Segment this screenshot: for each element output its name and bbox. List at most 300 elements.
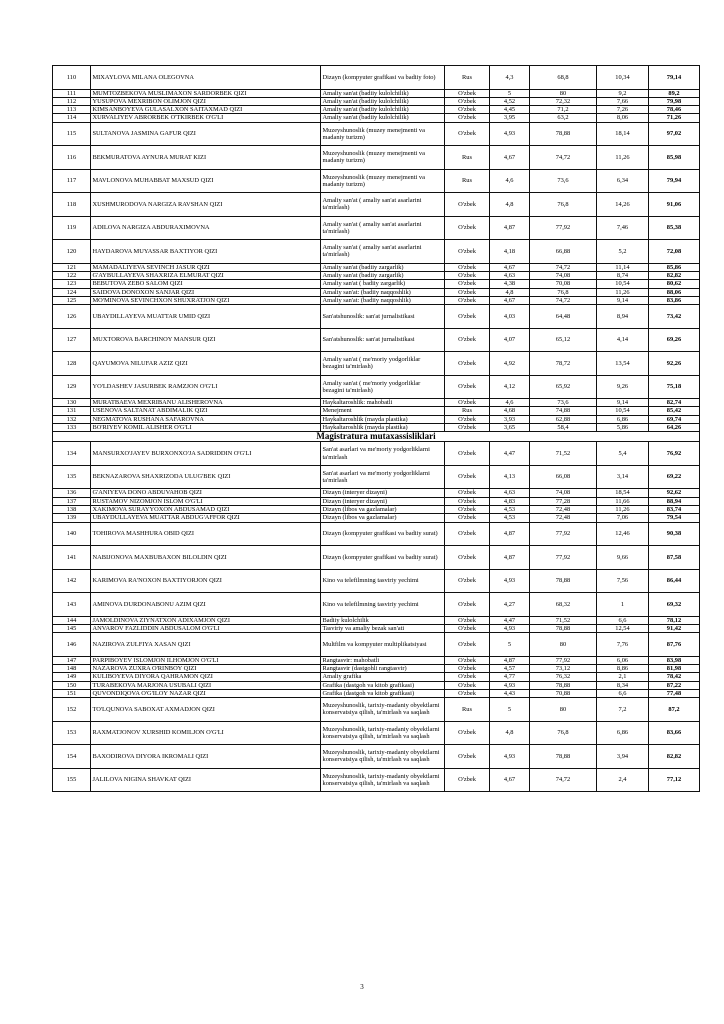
row-number: 122 (53, 271, 91, 279)
score-a: 4,93 (490, 681, 530, 689)
student-name: JALILOVA NIGINA SHAVKAT QIZI (91, 768, 321, 792)
language: O'zbek (445, 271, 490, 279)
total-score: 81,98 (649, 664, 700, 672)
score-a: 4,07 (490, 328, 530, 352)
score-c: 1 (597, 593, 649, 617)
table-row (53, 263, 700, 271)
language: O'zbek (445, 442, 490, 466)
language: O'zbek (445, 375, 490, 399)
row-number: 116 (53, 146, 91, 170)
score-b: 77,92 (530, 546, 597, 570)
score-c: 11,66 (597, 497, 649, 505)
row-number: 118 (53, 193, 91, 217)
score-c: 9,26 (597, 375, 649, 399)
total-score: 82,82 (649, 271, 700, 279)
table-row (53, 616, 700, 624)
language: O'zbek (445, 569, 490, 593)
total-score: 77,12 (649, 768, 700, 792)
table-row (53, 97, 700, 105)
student-name: XURVALIYEV ABRORBEK O'TKIRBEK O'G'LI (91, 114, 321, 122)
specialty: Dizayn (kompyuter grafikasi va badiiy surat) (321, 546, 445, 570)
student-name: QAYUMOVA NILUFAR AZIZ QIZI (91, 352, 321, 376)
total-score: 89,2 (649, 89, 700, 97)
student-name: NEGMATOVA RUSHANA SAFAROVNA (91, 415, 321, 423)
score-a: 4,68 (490, 407, 530, 415)
table-row (53, 114, 700, 122)
score-b: 76,8 (530, 721, 597, 745)
specialty: San'atshunoslik: san'at jurnalistikasi (321, 328, 445, 352)
table-row (53, 271, 700, 279)
score-b: 66,88 (530, 240, 597, 264)
language: O'zbek (445, 328, 490, 352)
score-a: 4,87 (490, 656, 530, 664)
score-b: 77,92 (530, 522, 597, 546)
language: O'zbek (445, 514, 490, 522)
total-score: 85,86 (649, 263, 700, 271)
score-b: 78,72 (530, 352, 597, 376)
score-a: 4,27 (490, 593, 530, 617)
language: O'zbek (445, 465, 490, 489)
table-row (53, 546, 700, 570)
table-row (53, 569, 700, 593)
score-c: 11,26 (597, 288, 649, 296)
score-c: 6,06 (597, 656, 649, 664)
student-name: AMINOVA DURDONABONU AZIM QIZI (91, 593, 321, 617)
specialty: Dizayn (kompyuter grafikasi va badiiy foto) (321, 66, 445, 90)
score-a: 5 (490, 633, 530, 657)
student-name: JAMOLDINOVA ZIYNATXON ADIXAMJON QIZI (91, 616, 321, 624)
score-b: 77,28 (530, 497, 597, 505)
score-b: 64,48 (530, 305, 597, 329)
section-header-row (53, 432, 700, 442)
language: O'zbek (445, 240, 490, 264)
score-b: 80 (530, 633, 597, 657)
row-number: 126 (53, 305, 91, 329)
total-score: 78,46 (649, 106, 700, 114)
score-b: 65,12 (530, 328, 597, 352)
row-number: 127 (53, 328, 91, 352)
score-a: 5 (490, 698, 530, 722)
student-name: MIXAYLOVA MILANA OLEGOVNA (91, 66, 321, 90)
total-score: 83,74 (649, 505, 700, 513)
row-number: 137 (53, 497, 91, 505)
table-row (53, 375, 700, 399)
total-score: 79,98 (649, 97, 700, 105)
score-a: 4,67 (490, 146, 530, 170)
score-c: 8,06 (597, 114, 649, 122)
total-score: 88,06 (649, 288, 700, 296)
language: O'zbek (445, 681, 490, 689)
specialty: Rangtasvir (dastgohli rangtasvir) (321, 664, 445, 672)
specialty: Muzeyshunoslik, tarixiy-madaniy obyektlarni konservatsiya qilish, ta'mirlash va saqlash (321, 721, 445, 745)
score-b: 72,32 (530, 97, 597, 105)
student-name: USENOVA SALTANAT ABDIMALIK QIZI (91, 407, 321, 415)
language: O'zbek (445, 689, 490, 697)
row-number: 134 (53, 442, 91, 466)
specialty: Amaliy san'at (badiiy kulolchilik) (321, 106, 445, 114)
score-c: 7,06 (597, 514, 649, 522)
row-number: 135 (53, 465, 91, 489)
specialty: Grafika (dastgoh va kitob grafikasi) (321, 689, 445, 697)
score-b: 78,88 (530, 681, 597, 689)
row-number: 114 (53, 114, 91, 122)
total-score: 78,42 (649, 673, 700, 681)
score-c: 6,86 (597, 721, 649, 745)
row-number: 115 (53, 122, 91, 146)
specialty: Amaliy grafika (321, 673, 445, 681)
score-c: 18,54 (597, 489, 649, 497)
score-b: 70,88 (530, 689, 597, 697)
score-b: 73,6 (530, 169, 597, 193)
language: O'zbek (445, 122, 490, 146)
score-b: 74,72 (530, 768, 597, 792)
table-row (53, 66, 700, 90)
total-score: 75,18 (649, 375, 700, 399)
results-table (52, 65, 700, 792)
row-number: 153 (53, 721, 91, 745)
row-number: 119 (53, 216, 91, 240)
row-number: 144 (53, 616, 91, 624)
table-row (53, 721, 700, 745)
score-b: 71,2 (530, 106, 597, 114)
row-number: 155 (53, 768, 91, 792)
score-b: 78,88 (530, 122, 597, 146)
section-title: Magistratura mutaxassisliklari (53, 432, 700, 442)
specialty: Amaliy san'at ( me'moriy yodgorliklar bezagini ta'mirlash) (321, 352, 445, 376)
specialty: Muzeyshunoslik (muzey menejmenti va madaniy turizm) (321, 122, 445, 146)
table-row (53, 399, 700, 407)
total-score: 97,02 (649, 122, 700, 146)
row-number: 150 (53, 681, 91, 689)
total-score: 87,2 (649, 698, 700, 722)
language: O'zbek (445, 288, 490, 296)
table-row (53, 169, 700, 193)
score-b: 74,88 (530, 407, 597, 415)
score-a: 4,18 (490, 240, 530, 264)
score-c: 2,4 (597, 768, 649, 792)
student-name: BAXODIROVA DIYORA IKROMALI QIZI (91, 745, 321, 769)
score-c: 11,26 (597, 146, 649, 170)
student-name: MUMTOZBEKOVA MUSLIMAXON SARDORBEK QIZI (91, 89, 321, 97)
student-name: SULTANOVA JASMINA GAFUR QIZI (91, 122, 321, 146)
specialty: Badiiy kulolchilik (321, 616, 445, 624)
specialty: Muzeyshunoslik, tarixiy-madaniy obyektlarni konservatsiya qilish, ta'mirlash va saqlash (321, 745, 445, 769)
specialty: Haykaltaroshlik (mayda plastika) (321, 424, 445, 432)
student-name: YUSUPOVA MEXRIBON OLIMJON QIZI (91, 97, 321, 105)
specialty: Kino va telefilmning tasviriy yechimi (321, 593, 445, 617)
row-number: 110 (53, 66, 91, 90)
specialty: Muzeyshunoslik, tarixiy-madaniy obyektlarni konservatsiya qilish, ta'mirlash va saqlash (321, 768, 445, 792)
language: O'zbek (445, 89, 490, 97)
score-a: 4,83 (490, 497, 530, 505)
score-a: 4,87 (490, 546, 530, 570)
language: O'zbek (445, 193, 490, 217)
student-name: BEKMURATOVA AYNURA MURAT KIZI (91, 146, 321, 170)
row-number: 139 (53, 514, 91, 522)
specialty: Muzeyshunoslik (muzey menejmenti va madaniy turizm) (321, 169, 445, 193)
total-score: 79,94 (649, 169, 700, 193)
specialty: Muzeyshunoslik (muzey menejmenti va madaniy turizm) (321, 146, 445, 170)
score-b: 76,32 (530, 673, 597, 681)
row-number: 123 (53, 280, 91, 288)
specialty: Multfilm va kompyuter multiplikatsiyasi (321, 633, 445, 657)
score-c: 7,26 (597, 106, 649, 114)
score-c: 8,86 (597, 664, 649, 672)
score-c: 3,94 (597, 745, 649, 769)
score-c: 7,66 (597, 97, 649, 105)
score-c: 7,76 (597, 633, 649, 657)
table-row (53, 193, 700, 217)
score-a: 4,93 (490, 569, 530, 593)
score-c: 7,2 (597, 698, 649, 722)
student-name: PARPIBOYEV ISLOMJON ILHOMJON O'G'LI (91, 656, 321, 664)
score-a: 4,43 (490, 689, 530, 697)
score-a: 4,93 (490, 122, 530, 146)
row-number: 132 (53, 415, 91, 423)
score-c: 8,94 (597, 305, 649, 329)
total-score: 87,58 (649, 546, 700, 570)
score-c: 9,66 (597, 546, 649, 570)
row-number: 131 (53, 407, 91, 415)
specialty: Kino va telefilmning tasviriy yechimi (321, 569, 445, 593)
row-number: 120 (53, 240, 91, 264)
score-a: 4,57 (490, 664, 530, 672)
table-row (53, 698, 700, 722)
student-name: MAMADALIYEVA SEVINCH JASUR QIZI (91, 263, 321, 271)
total-score: 78,12 (649, 616, 700, 624)
score-a: 3,95 (490, 114, 530, 122)
table-row (53, 664, 700, 672)
specialty: San'atshunoslik: san'at jurnalistikasi (321, 305, 445, 329)
table-row (53, 288, 700, 296)
student-name: TO'LQUNOVA SABOXAT AXMADJON QIZI (91, 698, 321, 722)
specialty: Amaliy san'at ( amaliy san'at asarlarini ta'mirlash) (321, 240, 445, 264)
language: O'zbek (445, 664, 490, 672)
language: Rus (445, 169, 490, 193)
score-c: 8,74 (597, 271, 649, 279)
total-score: 91,06 (649, 193, 700, 217)
total-score: 69,32 (649, 593, 700, 617)
score-a: 3,93 (490, 415, 530, 423)
score-a: 4,8 (490, 288, 530, 296)
language: O'zbek (445, 216, 490, 240)
student-name: UBAYDILLAYEVA MUATTAR UMID QIZI (91, 305, 321, 329)
table-row (53, 122, 700, 146)
row-number: 130 (53, 399, 91, 407)
score-b: 77,92 (530, 656, 597, 664)
table-row (53, 89, 700, 97)
language: O'zbek (445, 768, 490, 792)
score-a: 4,38 (490, 280, 530, 288)
score-a: 4,87 (490, 522, 530, 546)
score-a: 4,92 (490, 352, 530, 376)
specialty: Grafika (dastgoh va kitob grafikasi) (321, 681, 445, 689)
score-a: 4,52 (490, 97, 530, 105)
rows-top (53, 66, 700, 432)
row-number: 142 (53, 569, 91, 593)
table-row (53, 489, 700, 497)
language: O'zbek (445, 424, 490, 432)
table-row (53, 305, 700, 329)
score-a: 4,13 (490, 465, 530, 489)
total-score: 85,98 (649, 146, 700, 170)
score-b: 58,4 (530, 424, 597, 432)
score-a: 4,93 (490, 624, 530, 632)
language: O'zbek (445, 352, 490, 376)
total-score: 87,22 (649, 681, 700, 689)
total-score: 85,38 (649, 216, 700, 240)
student-name: BEKNAZAROVA SHAXRIZODA ULUG'BEK QIZI (91, 465, 321, 489)
score-a: 4,47 (490, 442, 530, 466)
score-a: 4,03 (490, 305, 530, 329)
specialty: Dizayn (libos va gazlamalar) (321, 514, 445, 522)
row-number: 141 (53, 546, 91, 570)
student-name: MUXTOROVA BARCHINOY MANSUR QIZI (91, 328, 321, 352)
student-name: KIMSANBOYEVA GULASALXON SAITAXMAD QIZI (91, 106, 321, 114)
language: O'zbek (445, 745, 490, 769)
table-row (53, 146, 700, 170)
specialty: Tasviriy va amaliy bezak san'ati (321, 624, 445, 632)
score-c: 12,46 (597, 522, 649, 546)
score-c: 10,34 (597, 66, 649, 90)
table-row (53, 415, 700, 423)
specialty: Amaliy san'at ( amaliy san'at asarlarini ta'mirlash) (321, 193, 445, 217)
specialty: Haykaltaroshlik (mayda plastika) (321, 415, 445, 423)
score-c: 6,86 (597, 415, 649, 423)
language: O'zbek (445, 263, 490, 271)
row-number: 124 (53, 288, 91, 296)
score-b: 74,72 (530, 146, 597, 170)
score-b: 77,92 (530, 216, 597, 240)
table-row (53, 296, 700, 304)
score-b: 65,92 (530, 375, 597, 399)
student-name: MANSURXO'JAYEV BURXONXO'JA SADRIDDIN O'G'LI (91, 442, 321, 466)
table-row (53, 633, 700, 657)
total-score: 87,76 (649, 633, 700, 657)
row-number: 128 (53, 352, 91, 376)
student-name: TOHIROVA MASHHURA OBID QIZI (91, 522, 321, 546)
student-name: NAZAROVA ZUXRA O'RINBOY QIZI (91, 664, 321, 672)
language: Rus (445, 698, 490, 722)
table-row (53, 497, 700, 505)
specialty: Amaliy san'at (badiiy zargarlik) (321, 271, 445, 279)
student-name: YO'LDASHEV JASURBEK RAMZJON O'G'LI (91, 375, 321, 399)
language: O'zbek (445, 546, 490, 570)
score-a: 4,67 (490, 768, 530, 792)
score-b: 76,8 (530, 288, 597, 296)
score-a: 4,8 (490, 193, 530, 217)
language: O'zbek (445, 97, 490, 105)
table-row (53, 593, 700, 617)
score-b: 73,6 (530, 399, 597, 407)
specialty: San'at asarlari va me'moriy yodgorliklarni ta'mirlash (321, 465, 445, 489)
total-score: 92,26 (649, 352, 700, 376)
language: O'zbek (445, 106, 490, 114)
score-c: 5,86 (597, 424, 649, 432)
specialty: Haykaltaroshlik: mahobatli (321, 399, 445, 407)
student-name: BO'RIYEV KOMIL ALISHER O'G'LI (91, 424, 321, 432)
score-b: 74,72 (530, 263, 597, 271)
student-name: MAVLONOVA MUHABBAT MAXSUD QIZI (91, 169, 321, 193)
table-row (53, 624, 700, 632)
total-score: 79,14 (649, 66, 700, 90)
score-c: 13,54 (597, 352, 649, 376)
score-b: 63,2 (530, 114, 597, 122)
score-c: 14,26 (597, 193, 649, 217)
total-score: 77,48 (649, 689, 700, 697)
score-c: 10,54 (597, 280, 649, 288)
student-name: G'AYBULLAYEVA SHAXRIZA ELMURAT QIZI (91, 271, 321, 279)
score-a: 4,67 (490, 296, 530, 304)
language: O'zbek (445, 656, 490, 664)
row-number: 125 (53, 296, 91, 304)
student-name: KARIMOVA RA'NOXON BAXTIYORJON QIZI (91, 569, 321, 593)
specialty: Dizayn (kompyuter grafikasi va badiiy surat) (321, 522, 445, 546)
score-a: 4,63 (490, 271, 530, 279)
student-name: RUSTAMOV NIZOMJON ISLOM O'G'LI (91, 497, 321, 505)
language: O'zbek (445, 721, 490, 745)
specialty: Amaliy san'at ( amaliy san'at asarlarini ta'mirlash) (321, 216, 445, 240)
score-c: 7,56 (597, 569, 649, 593)
total-score: 80,62 (649, 280, 700, 288)
row-number: 146 (53, 633, 91, 657)
total-score: 90,38 (649, 522, 700, 546)
score-c: 4,14 (597, 328, 649, 352)
specialty: Amaliy san'at (badiiy zargarlik) (321, 263, 445, 271)
specialty: Menejment (321, 407, 445, 415)
language: O'zbek (445, 624, 490, 632)
language: O'zbek (445, 114, 490, 122)
student-name: NABIJONOVA MAXBUBAXON BILOLDIN QIZI (91, 546, 321, 570)
score-b: 78,88 (530, 745, 597, 769)
student-name: KULIBOYEVA DIYORA QAHRAMON QIZI (91, 673, 321, 681)
language: Rus (445, 146, 490, 170)
row-number: 140 (53, 522, 91, 546)
row-number: 121 (53, 263, 91, 271)
score-a: 4,47 (490, 616, 530, 624)
language: O'zbek (445, 280, 490, 288)
total-score: 69,22 (649, 465, 700, 489)
row-number: 111 (53, 89, 91, 97)
table-row (53, 465, 700, 489)
score-b: 66,08 (530, 465, 597, 489)
score-c: 7,46 (597, 216, 649, 240)
score-b: 78,88 (530, 569, 597, 593)
table-row (53, 280, 700, 288)
table-row (53, 352, 700, 376)
language: O'zbek (445, 399, 490, 407)
score-a: 4,53 (490, 505, 530, 513)
total-score: 69,26 (649, 328, 700, 352)
table-row (53, 424, 700, 432)
student-name: ADILOVA NARGIZA ABDURAXIMOVNA (91, 216, 321, 240)
score-b: 73,12 (530, 664, 597, 672)
table-row (53, 106, 700, 114)
total-score: 91,42 (649, 624, 700, 632)
score-b: 80 (530, 89, 597, 97)
score-a: 4,6 (490, 399, 530, 407)
score-c: 9,14 (597, 399, 649, 407)
total-score: 85,42 (649, 407, 700, 415)
language: O'zbek (445, 489, 490, 497)
score-b: 74,72 (530, 296, 597, 304)
row-number: 138 (53, 505, 91, 513)
student-name: BEBUTOVA ZEBO SALOM QIZI (91, 280, 321, 288)
row-number: 117 (53, 169, 91, 193)
score-a: 4,3 (490, 66, 530, 90)
score-b: 70,08 (530, 280, 597, 288)
table-row (53, 328, 700, 352)
